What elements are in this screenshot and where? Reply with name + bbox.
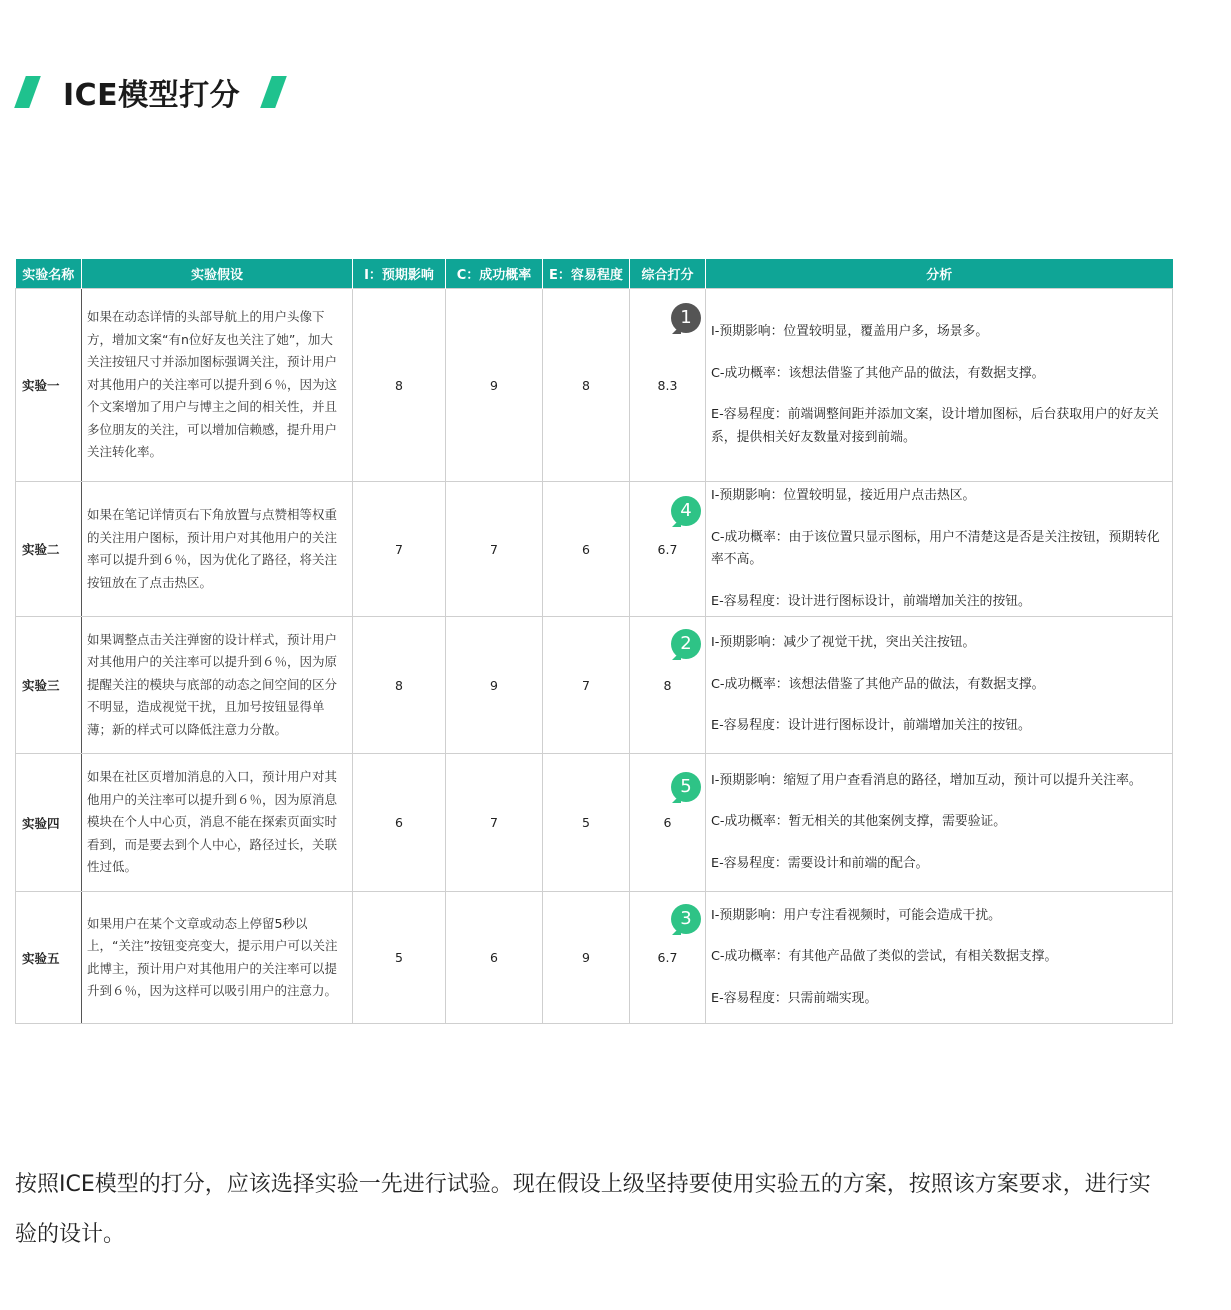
confidence-score: 9 [446, 617, 543, 754]
heading-slash-right-decoration [260, 76, 287, 108]
analysis-ease: E-容易程度：需要设计和前端的配合。 [711, 855, 929, 871]
analysis-confidence: C-成功概率：该想法借鉴了其他产品的做法，有数据支撑。 [711, 676, 1045, 692]
confidence-score: 6 [446, 892, 543, 1024]
experiment-hypothesis: 如果在社区页增加消息的入口，预计用户对其他用户的关注率可以提升到６％，因为原消息模块在个人中心页，消息不能在探索页面实时看到，而是要去到个人中心，路径过长，关联性过低。 [82, 754, 353, 892]
confidence-score: 9 [446, 289, 543, 482]
analysis-cell [706, 482, 1173, 617]
analysis-cell [706, 892, 1173, 1024]
total-score: 6.7 [657, 541, 678, 557]
analysis-impact: I-预期影响：缩短了用户查看消息的路径，增加互动，预计可以提升关注率。 [711, 772, 1142, 788]
analysis-impact: I-预期影响：位置较明显，覆盖用户多，场景多。 [711, 324, 989, 339]
table-row [16, 289, 1173, 482]
experiment-name: 实验一 [16, 289, 82, 482]
column-header-confidence: C：成功概率 [446, 259, 543, 289]
total-score-cell [630, 289, 706, 482]
total-score: 6 [663, 815, 672, 830]
table-row [16, 482, 1173, 617]
conclusion-paragraph: 按照ICE模型的打分，应该选择实验一先进行试验。现在假设上级坚持要使用实验五的方案，按照该方案要求，进行实验的设计。 [15, 1172, 1151, 1247]
rank-badge: 2 [671, 629, 701, 659]
ease-score: 8 [543, 289, 630, 482]
analysis-ease: E-容易程度：设计进行图标设计，前端增加关注的按钮。 [711, 593, 1031, 609]
total-score: 8.3 [657, 377, 678, 393]
rank-badge: 4 [671, 496, 701, 526]
rank-badge: 3 [671, 904, 701, 934]
column-header-ease: E：容易程度 [543, 259, 630, 289]
analysis-cell [706, 617, 1173, 754]
analysis-confidence: C-成功概率：该想法借鉴了其他产品的做法，有数据支撑。 [711, 365, 1045, 381]
ease-score: 6 [543, 482, 630, 617]
column-header-hypothesis: 实验假设 [82, 259, 353, 289]
experiment-hypothesis: 如果在动态详情的头部导航上的用户头像下方，增加文案“有n位好友也关注了她”，加大关注按钮尺寸并添加图标强调关注，预计用户对其他用户的关注率可以提升到６％，因为这个文案增加了用户与博主之间的相关性，并且多位朋友的关注，可以增加信赖感，提升用户关注转化率。 [82, 289, 353, 482]
table-row [16, 892, 1173, 1024]
total-score-cell [630, 482, 706, 617]
analysis-ease: E-容易程度：前端调整间距并添加文案，设计增加图标，后台获取用户的好友关系，提供相关好友数量对接到前端。 [711, 407, 1159, 445]
analysis-confidence: C-成功概率：暂无相关的其他案例支撑，需要验证。 [711, 814, 1007, 830]
experiment-hypothesis: 如果在笔记详情页右下角放置与点赞相等权重的关注用户图标，预计用户对其他用户的关注率可以提升到６％，因为优化了路径，将关注按钮放在了点击热区。 [82, 482, 353, 617]
section-heading [14, 72, 281, 112]
table-row [16, 754, 1173, 892]
impact-score: 6 [353, 754, 446, 892]
column-header-name: 实验名称 [16, 259, 82, 289]
total-score: 6.7 [657, 950, 678, 965]
rank-badge: 5 [671, 772, 701, 802]
column-header-impact: I：预期影响 [353, 259, 446, 289]
column-header-score: 综合打分 [630, 259, 706, 289]
analysis-ease: E-容易程度：只需前端实现。 [711, 990, 878, 1006]
analysis-cell [706, 289, 1173, 482]
impact-score: 8 [353, 617, 446, 754]
total-score-cell [630, 617, 706, 754]
ice-scoring-table [15, 259, 1172, 1024]
confidence-score: 7 [446, 754, 543, 892]
experiment-name: 实验四 [16, 754, 82, 892]
analysis-impact: I-预期影响：位置较明显，接近用户点击热区。 [711, 488, 976, 503]
total-score-cell [630, 754, 706, 892]
page-title: ICE模型打分 [63, 78, 241, 113]
total-score-cell [630, 892, 706, 1024]
impact-score: 7 [353, 482, 446, 617]
experiment-name: 实验五 [16, 892, 82, 1024]
column-header-analysis: 分析 [706, 259, 1173, 289]
experiment-name: 实验三 [16, 617, 82, 754]
rank-badge: 1 [671, 303, 701, 333]
analysis-impact: I-预期影响：用户专注看视频时，可能会造成干扰。 [711, 907, 1001, 923]
ease-score: 7 [543, 617, 630, 754]
experiment-hypothesis: 如果调整点击关注弹窗的设计样式，预计用户对其他用户的关注率可以提升到６％，因为原提醒关注的模块与底部的动态之间空间的区分不明显，造成视觉干扰，且加号按钮显得单薄；新的样式可以降低注意力分散。 [82, 617, 353, 754]
experiment-name: 实验二 [16, 482, 82, 617]
impact-score: 5 [353, 892, 446, 1024]
heading-slash-left-decoration [14, 76, 41, 108]
analysis-confidence: C-成功概率：由于该位置只显示图标，用户不清楚这是否是关注按钮，预期转化率不高。 [711, 529, 1160, 567]
table-header-row [16, 259, 1173, 289]
table-row [16, 617, 1173, 754]
ease-score: 5 [543, 754, 630, 892]
confidence-score: 7 [446, 482, 543, 617]
analysis-impact: I-预期影响：减少了视觉干扰，突出关注按钮。 [711, 635, 976, 651]
impact-score: 8 [353, 289, 446, 482]
analysis-cell [706, 754, 1173, 892]
analysis-confidence: C-成功概率：有其他产品做了类似的尝试，有相关数据支撑。 [711, 949, 1058, 965]
ease-score: 9 [543, 892, 630, 1024]
total-score: 8 [663, 677, 672, 693]
analysis-ease: E-容易程度：设计进行图标设计，前端增加关注的按钮。 [711, 718, 1031, 734]
experiment-hypothesis: 如果用户在某个文章或动态上停留5秒以上，“关注”按钮变亮变大，提示用户可以关注此博主，预计用户对其他用户的关注率可以提升到６％，因为这样可以吸引用户的注意力。 [82, 892, 353, 1024]
